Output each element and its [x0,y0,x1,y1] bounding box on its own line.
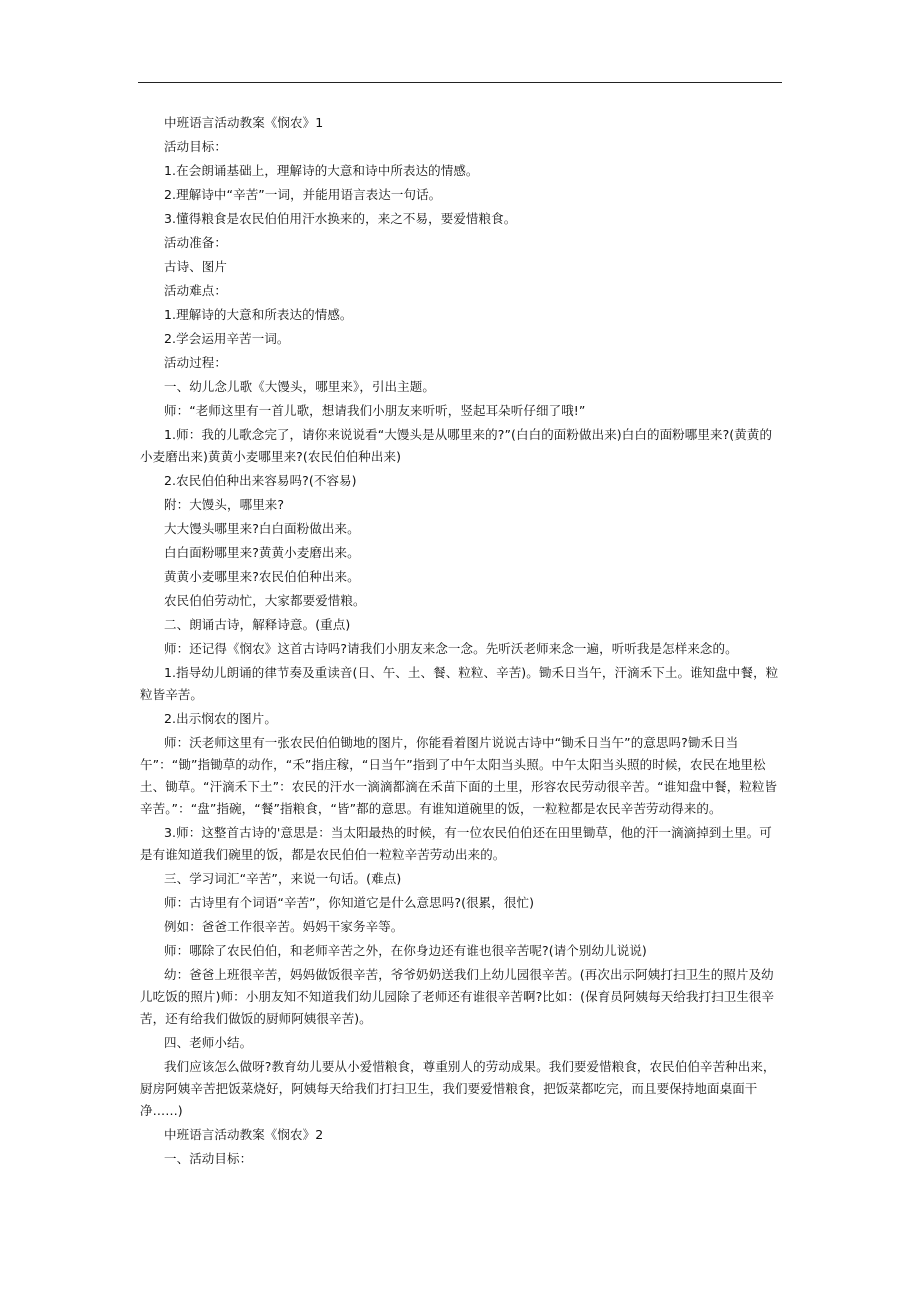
header-rule [138,82,782,83]
rhyme-line-1: 大大馒头哪里来?白白面粉做出来。 [164,521,360,536]
goal-item-3: 3.懂得粮食是农民伯伯用汗水换来的，来之不易，要爱惜粮食。 [164,211,517,226]
teacher-question-2: 2.农民伯伯种出来容易吗?(不容易) [164,473,357,488]
lesson-title-1: 中班语言活动教案《悯农》1 [164,115,324,130]
process-step-3-heading: 三、学习词汇“辛苦”，来说一句话。(难点) [164,871,402,886]
summary-text: 我们应该怎么做呀?教育幼儿要从小爱惜粮食，尊重别人的劳动成果。我们要爱惜粮食，农民伯伯辛苦种出来，厨房阿姨辛苦把饭菜烧好，阿姨每天给我们打扫卫生，我们要爱惜粮食，把饭菜都吃完，而且要保持地面桌面干净……) [140,1059,776,1118]
preparation-text: 古诗、图片 [164,259,228,274]
example-line: 例如：爸爸工作很辛苦。妈妈干家务辛等。 [164,919,404,934]
lesson-title-2: 中班语言活动教案《悯农》2 [164,1127,324,1142]
rhyme-line-3: 黄黄小麦哪里来?农民伯伯种出来。 [164,569,360,584]
picture-explanation: 师：沃老师这里有一张农民伯伯锄地的图片，你能看着图片说说古诗中“锄禾日当午”的意思吗?锄禾日当午”：“锄”指锄草的动作，“禾”指庄稼，“日当午”指到了中午太阳当头照。中午太阳当头照的时候，农民在地里松土、锄草。“汗滴禾下土”：农民的汗水一滴滴都滴在禾苗下面的土里，形容农民劳动很辛苦。“谁知盘中餐，粒粒皆辛苦。”：“盘”指碗，“餐”指粮食，“皆”都的意思。有谁知道碗里的饭，一粒粒都是农民辛苦劳动得来的。 [140,735,778,816]
section-heading-goals: 活动目标： [164,139,228,154]
show-picture: 2.出示悯农的图片。 [164,711,277,726]
teacher-line: 师：“老师这里有一首儿歌，想请我们小朋友来听听，竖起耳朵听仔细了哦!” [164,403,586,418]
rhyme-line-4: 农民伯伯劳动忙，大家都要爱惜粮。 [164,593,366,608]
goal-item-1: 1.在会朗诵基础上，理解诗的大意和诗中所表达的情感。 [164,163,479,178]
document-body [140,111,783,1171]
rhyme-line-2: 白白面粉哪里来?黄黄小麦磨出来。 [164,545,360,560]
section-heading-difficulties: 活动难点： [164,283,228,298]
recitation-guide: 1.指导幼儿朗诵的律节奏及重读音(日、午、土、餐、粒粒、辛苦)。锄禾日当午，汗滴禾下土。谁知盘中餐，粒粒皆辛苦。 [140,665,779,702]
section-heading-preparation: 活动准备： [164,235,228,250]
appendix-title: 附：大馒头，哪里来? [164,497,285,512]
child-answer: 幼：爸爸上班很辛苦，妈妈做饭很辛苦，爷爷奶奶送我们上幼儿园很辛苦。(再次出示阿姨打扫卫生的照片及幼儿吃饭的照片)师：小朋友知不知道我们幼儿园除了老师还有谁很辛苦啊?比如：(保育员阿姨每天给我打扫卫生很辛苦，还有给我们做饭的厨师阿姨很辛苦)。 [140,967,775,1026]
teacher-line-others: 师：哪除了农民伯伯，和老师辛苦之外，在你身边还有谁也很辛苦呢?(请个别幼儿说说) [164,943,647,958]
teacher-line-poem: 师：还记得《悯农》这首古诗吗?请我们小朋友来念一念。先听沃老师来念一遍，听听我是怎样来念的。 [164,641,738,656]
difficulty-item-1: 1.理解诗的大意和所表达的情感。 [164,307,353,322]
process-step-4-heading: 四、老师小结。 [164,1035,253,1050]
section-heading-goals-2: 一、活动目标： [164,1151,253,1166]
teacher-question-1: 1.师：我的儿歌念完了，请你来说说看“大馒头是从哪里来的?”(白白的面粉做出来)白白的面粉哪里来?(黄黄的小麦磨出来)黄黄小麦哪里来?(农民伯伯种出来) [140,427,773,464]
process-step-1-heading: 一、幼儿念儿歌《大馒头，哪里来》，引出主题。 [164,379,435,394]
difficulty-item-2: 2.学会运用辛苦一词。 [164,331,290,346]
section-heading-process: 活动过程： [164,355,228,370]
goal-item-2: 2.理解诗中“辛苦”一词，并能用语言表达一句话。 [164,187,442,202]
teacher-line-word: 师：古诗里有个词语“辛苦”，你知道它是什么意思吗?(很累，很忙) [164,895,535,910]
poem-meaning: 3.师：这整首古诗的'意思是：当太阳最热的时候，有一位农民伯伯还在田里锄草，他的汗一滴滴掉到土里。可是有谁知道我们碗里的饭，都是农民伯伯一粒粒辛苦劳动出来的。 [140,825,772,862]
process-step-2-heading: 二、朗诵古诗，解释诗意。(重点) [164,617,351,632]
